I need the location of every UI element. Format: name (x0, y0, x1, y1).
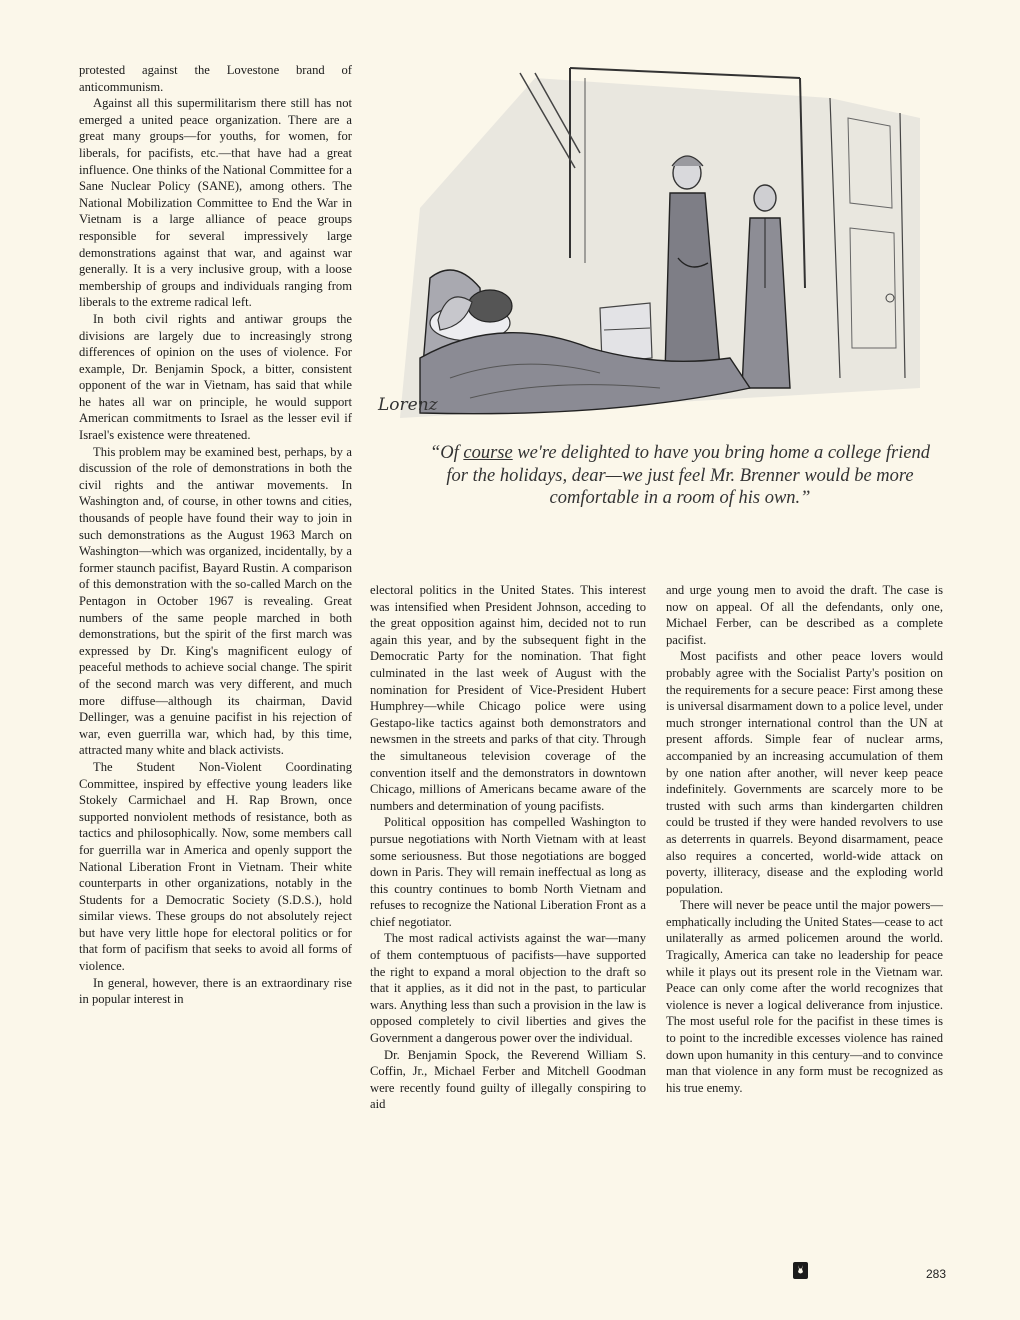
paragraph: Political opposition has compelled Washington to pursue negotiations with North Vietnam with at least some seriousness. But those negotiations are bogged down in Paris. They will remain ineffectual as long as this country continues to bomb North Vietnam and refuses to recognize the National Liberation Front as a chief negotiator. (370, 815, 646, 929)
cartoon-drawing (360, 58, 960, 438)
cartoon-caption (420, 442, 940, 510)
page-number: 283 (926, 1267, 947, 1281)
paragraph: and urge young men to avoid the draft. The case is now on appeal. Of all the defendants, only one, Michael Ferber, can be described as a complete pacifist. (666, 583, 943, 647)
caption-underlined-word: course (463, 443, 513, 463)
rabbit-head-icon (793, 1262, 808, 1279)
paragraph: The most radical activists against the war—many of them contemptuous of pacifists—have supported the right to expand a moral objection to the draft so that it applies, as it did not in the past, to particular wars. Anything less than such a provision in the law is opposed completely to civil liberties and gives the Government a dangerous power over the individual. (370, 931, 646, 1046)
article-column-1 (79, 62, 352, 1008)
article-column-2 (370, 582, 646, 1113)
paragraph: Dr. Benjamin Spock, the Reverend William S. Coffin, Jr., Michael Ferber and Mitchell Goodman were recently found guilty of illegally conspiring to aid (370, 1047, 646, 1112)
paragraph: There will never be peace until the major powers—emphatically including the United States—cease to act unilaterally as armed policemen around the world. Tragically, America can take no leadership for peace while it plays out its present role in the Vietnam war. Peace can only come after the world recognizes that violence is never a logical deliverance from injustice. The most useful role for the pacifist in these times is to point to the incredible excesses violence has rained down upon humanity in this century—and to convince man that violence in any form must be recognized as his true enemy. (666, 898, 943, 1095)
paragraph: In general, however, there is an extraordinary rise in popular interest in (79, 975, 352, 1007)
caption-open: “Of (429, 443, 464, 463)
paragraph: Against all this supermilitarism there still has not emerged a united peace organization. There are a great many groups—for youths, for women, for liberals, for pacifists, etc.—that have had a great influence. One thinks of the National Committee for a Sane Nuclear Policy (SANE), among others. The National Mobilization Committee to End the War in Vietnam is a large alliance of peace groups responsible for several impressively large demonstrations against that war, and against war generally. It is a very inclusive group, with a loose membership of groups and individuals ranging from liberals to the extreme radical left. (79, 96, 352, 310)
cartoonist-signature: Lorenz (378, 395, 438, 415)
paragraph: The Student Non-Violent Coordinating Committee, inspired by effective young leaders like Stokely Carmichael and H. Rap Brown, once supported nonviolent methods of resistance, both as tactics and philosophically. Now, some members call for guerrilla war in America and openly support the National Liberation Front in Vietnam. Their white counterparts in other organizations, notably in the Students for a Democratic Society (S.D.S.), hold similar views. These groups do not absolutely reject but have very little hope for electoral politics or for that form of pacifism that seeks to avoid all forms of violence. (79, 759, 352, 974)
caption-rest: we're delighted to have you bring home a college friend for the holidays, dear—we just feel Mr. Brenner would be more comfortable in a room of his own.” (446, 443, 931, 508)
article-column-3 (666, 582, 943, 1096)
paragraph: electoral politics in the United States. This interest was intensified when President Johnson, acceding to the great opposition against him, decided not to run again this year, and by the subsequent fight in the Democratic Party for the nomination. That fight culminated in the last week of August with the nomination for President of Vice-President Hubert Humphrey—while Chicago police were using Gestapo-like tactics against both demonstrators and newsmen in the streets and parks of that city. Through the simultaneous television coverage of the convention itself and the demonstrators in downtown Chicago, millions of Americans became aware of the numbers and determination of young pacifists. (370, 583, 646, 813)
paragraph: In both civil rights and antiwar groups the divisions are largely due to increasingly strong differences of opinion on the uses of violence. For example, Dr. Benjamin Spock, a bitter, consistent opponent of the war in Vietnam, has said that while he hates all war on principle, he would support American commitments to Israel as the lesser evil if Israel's existence were threatened. (79, 311, 352, 443)
paragraph: protested against the Lovestone brand of anticommunism. (79, 63, 352, 94)
cartoon-illustration (360, 58, 960, 438)
paragraph: This problem may be examined best, perhaps, by a discussion of the role of demonstrations in both the civil rights and the antiwar movements. In Washington and, of course, in other towns and cities, thousands of people have found their way to join in such demonstrations as the August 1963 March on Washington—which was organized, incidentally, by a former staunch pacifist, Bayard Rustin. A comparison of this demonstration with the so-called March on the Pentagon in October 1967 is revealing. Great numbers of the same people marched in both demonstrations, but the spirit of the first march was expressed by Dr. King's magnificent eulogy of peaceful methods to achieve social change. The spirit of the second march was very different, and much more diffuse—although its chairman, David Dellinger, was a genuine pacifist in his rejection of war, even guerrilla war, which had, by this time, attracted many white and black activists. (79, 444, 352, 758)
paragraph: Most pacifists and other peace lovers would probably agree with the Socialist Party's position on the requirements for a secure peace: First among these is universal disarmament down to a police level, under much stronger international control than the UN at present affords. Simple fear of nuclear arms, accompanied by an increasing accumulation of them by one nation after another, will never keep peace indefinitely. Governments are scarcely more to be trusted with such arms than kindergarten children could be trusted if they were handed revolvers to use as deterrents in quarrels. Beyond disarmament, peace also requires a concerted, world-wide attack on poverty, illiteracy, disease and the exploding world population. (666, 649, 943, 896)
